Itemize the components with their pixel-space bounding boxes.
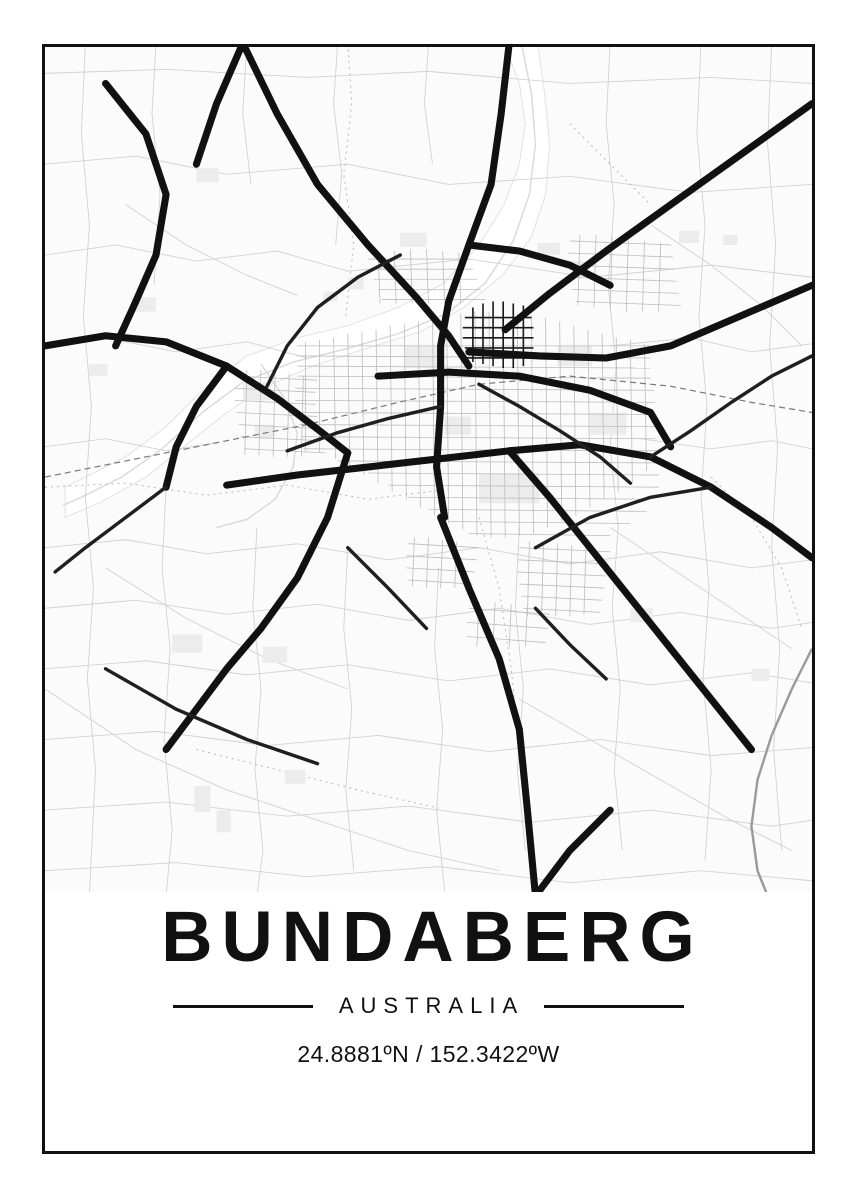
country-row — [45, 993, 812, 1019]
coordinates-text: 24.8881ºN / 152.3422ºW — [297, 1041, 560, 1067]
rule-left — [173, 1005, 313, 1008]
poster-caption — [45, 892, 812, 1151]
country-name: AUSTRALIA — [338, 993, 525, 1018]
map-canvas[interactable] — [45, 47, 812, 892]
rule-right — [544, 1005, 684, 1008]
city-title: BUNDABERG — [161, 898, 704, 977]
poster-frame — [42, 44, 815, 1154]
street-map-graphic — [45, 47, 812, 892]
